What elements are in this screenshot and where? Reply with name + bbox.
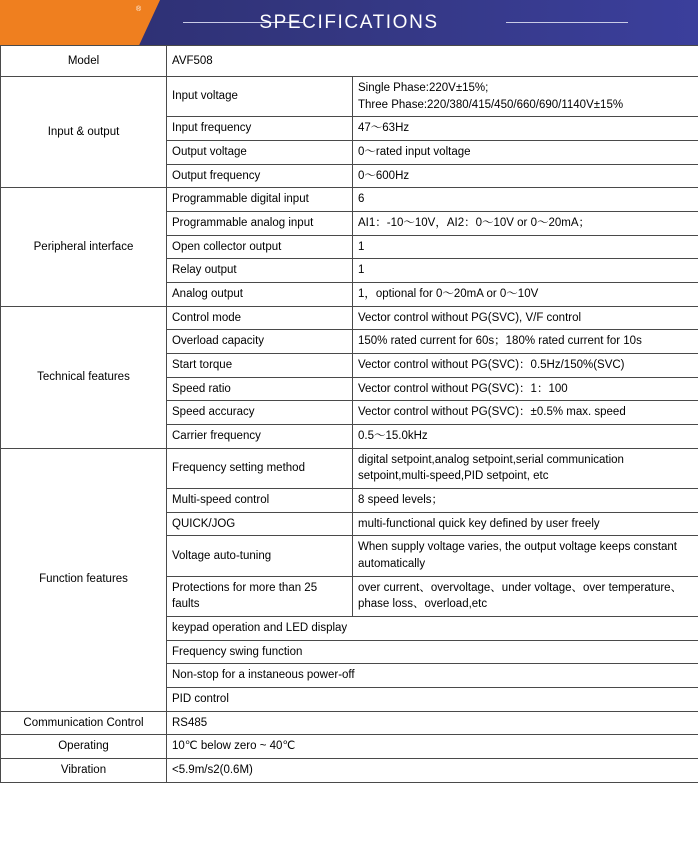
row-label: Analog output	[167, 283, 353, 307]
group-label: Function features	[1, 448, 167, 711]
row-label: Overload capacity	[167, 330, 353, 354]
group-label: Technical features	[1, 306, 167, 448]
row-label: Speed ratio	[167, 377, 353, 401]
row-value: 1，optional for 0～20mA or 0～10V	[353, 283, 698, 307]
row-value: 0.5～15.0kHz	[353, 425, 698, 449]
row-value: 150% rated current for 60s；180% rated current for 10s	[353, 330, 698, 354]
row-label: Vibration	[1, 759, 167, 783]
row-value: 0～rated input voltage	[353, 141, 698, 165]
row-label: Start torque	[167, 354, 353, 378]
row-label: PID control	[167, 688, 698, 712]
table-row	[1, 46, 698, 77]
group-label: Peripheral interface	[1, 188, 167, 306]
row-value: 0～600Hz	[353, 164, 698, 188]
row-label: Non-stop for a instaneous power-off	[167, 664, 698, 688]
row-value: 47～63Hz	[353, 117, 698, 141]
table-row	[1, 77, 698, 117]
group-label: Input & output	[1, 77, 167, 188]
table-row	[1, 188, 698, 212]
row-value-model: AVF508	[167, 46, 698, 77]
row-value: 8 speed levels；	[353, 489, 698, 513]
row-label: Control mode	[167, 306, 353, 330]
row-label: Frequency setting method	[167, 448, 353, 488]
row-value: RS485	[167, 711, 698, 735]
row-label: Carrier frequency	[167, 425, 353, 449]
row-label: Operating	[1, 735, 167, 759]
table-row	[1, 448, 698, 488]
row-label: QUICK/JOG	[167, 512, 353, 536]
row-value: over current、overvoltage、under voltage、over temperature、phase loss、overload,etc	[353, 576, 698, 616]
row-value: Vector control without PG(SVC)：1：100	[353, 377, 698, 401]
row-label: Multi-speed control	[167, 489, 353, 513]
row-label: Speed accuracy	[167, 401, 353, 425]
row-value: digital setpoint,analog setpoint,serial communication setpoint,multi-speed,PID setpoint, etc	[353, 448, 698, 488]
row-value: 1	[353, 259, 698, 283]
page-title: SPECIFICATIONS	[259, 11, 439, 33]
row-value: 10℃ below zero ~ 40℃	[167, 735, 698, 759]
row-label: Open collector output	[167, 235, 353, 259]
row-value: Single Phase:220V±15%; Three Phase:220/380/415/450/660/690/1140V±15%	[353, 77, 698, 117]
row-label: Input voltage	[167, 77, 353, 117]
table-row	[1, 711, 698, 735]
row-value: 1	[353, 235, 698, 259]
row-label: Communication Control	[1, 711, 167, 735]
row-value: When supply voltage varies, the output voltage keeps constant automatically	[353, 536, 698, 576]
row-label: Relay output	[167, 259, 353, 283]
page-header	[0, 0, 698, 45]
row-value: Vector control without PG(SVC), V/F control	[353, 306, 698, 330]
row-value: multi-functional quick key defined by user freely	[353, 512, 698, 536]
row-value: AI1：-10～10V，AI2：0～10V or 0～20mA；	[353, 212, 698, 236]
row-value: Vector control without PG(SVC)：0.5Hz/150%(SVC)	[353, 354, 698, 378]
row-label: Output voltage	[167, 141, 353, 165]
row-label-model: Model	[1, 46, 167, 77]
table-row	[1, 306, 698, 330]
row-label: Frequency swing function	[167, 640, 698, 664]
specifications-table	[0, 45, 698, 783]
row-value: Vector control without PG(SVC)：±0.5% max. speed	[353, 401, 698, 425]
table-row	[1, 759, 698, 783]
row-label: Programmable analog input	[167, 212, 353, 236]
row-value: <5.9m/s2(0.6M)	[167, 759, 698, 783]
row-label: Protections for more than 25 faults	[167, 576, 353, 616]
row-label: Output frequency	[167, 164, 353, 188]
registered-trademark-icon: ®	[136, 6, 142, 13]
row-label: Programmable digital input	[167, 188, 353, 212]
row-value: 6	[353, 188, 698, 212]
row-label: Voltage auto-tuning	[167, 536, 353, 576]
table-row	[1, 735, 698, 759]
row-label: Input frequency	[167, 117, 353, 141]
row-label: keypad operation and LED display	[167, 617, 698, 641]
